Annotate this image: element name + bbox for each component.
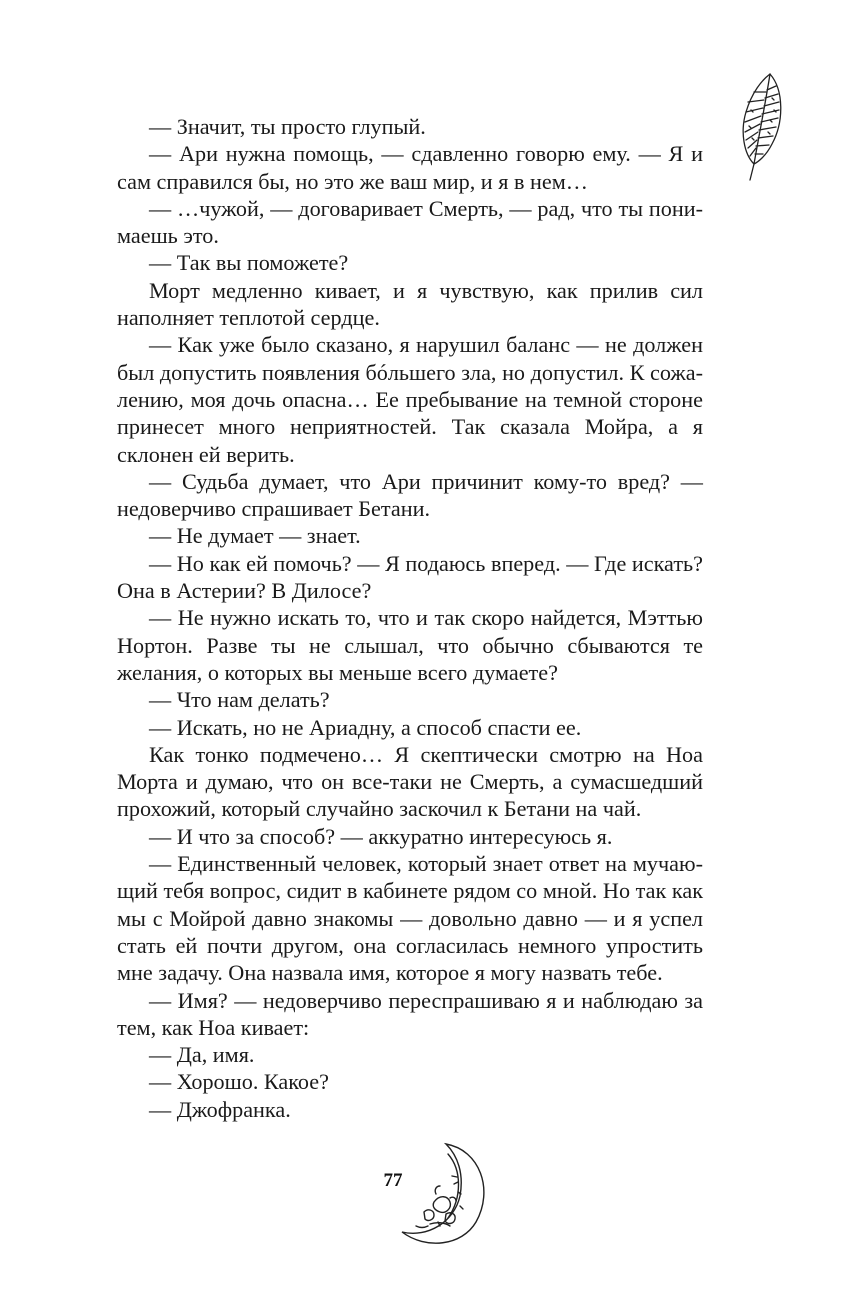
paragraph: — Но как ей помочь? — Я подаюсь вперед. — Где искать? Она в Астерии? В Дилосе?: [117, 550, 703, 604]
paragraph: — Как уже было сказано, я нарушил баланс — не должен был допустить появления бóльшего зла, но допустил. К сожалению, моя дочь опасна… Ее пребывание на темной стороне принесет много неприятностей. Так сказала Мойра, а я склонен ей верить.: [117, 332, 703, 467]
paragraph: — Так вы поможете?: [149, 250, 349, 276]
paragraph: — И что за способ? — аккуратно интересуюсь я.: [149, 823, 613, 849]
feather-icon: [734, 70, 784, 182]
paragraph: — Имя? — недоверчиво переспрашиваю я и наблюдаю за тем, как Ноа кивает:: [117, 987, 703, 1040]
paragraph: — Ари нужна помощь, — сдавленно говорю ему. — Я и сам справился бы, но это же ваш мир, и я в нем…: [117, 141, 703, 194]
paragraph: — Джофранка.: [149, 1096, 291, 1122]
page-number: 77: [383, 1170, 403, 1191]
text-block: [117, 113, 703, 1123]
paragraph: — Значит, ты просто глупый.: [149, 114, 426, 139]
paragraph: — Судьба думает, что Ари причинит кому-то вред? — недоверчиво спрашивает Бетани.: [117, 468, 703, 522]
paragraph: — Не думает — знает.: [149, 523, 361, 549]
crescent-moon-icon: [388, 1140, 498, 1252]
paragraph: Морт медленно кивает, и я чувствую, как прилив сил наполняет теплотой сердце.: [117, 277, 703, 331]
paragraph: — Хорошо. Какое?: [149, 1069, 329, 1095]
paragraph: — Да, имя.: [149, 1042, 255, 1068]
paragraph: — Что нам делать?: [149, 687, 330, 713]
paragraph: — …чужой, — договаривает Смерть, — рад, что ты понимаешь это.: [117, 195, 703, 249]
paragraph: — Искать, но не Ариадну, а способ спасти ее.: [149, 714, 582, 740]
paragraph: Как тонко подмечено… Я скептически смотрю на Ноа Морта и думаю, что он все-таки не Смерть, а сумасшедший прохожий, который случайно заскочил к Бетани на чай.: [117, 741, 703, 822]
paragraph: — Не нужно искать то, что и так скоро найдется, Мэттью Нортон. Разве ты не слышал, что обычно сбываются те желания, о которых вы меньше всего думаете?: [117, 605, 703, 685]
paragraph: — Единственный человек, который знает ответ на мучающий тебя вопрос, сидит в кабинете рядом со мной. Но так как мы с Мойрой давно знакомы — довольно давно — и я успел стать ей почти другом, она согласилась немного упростить мне задачу. Она назвала имя, которое я могу назвать тебе.: [117, 851, 703, 986]
